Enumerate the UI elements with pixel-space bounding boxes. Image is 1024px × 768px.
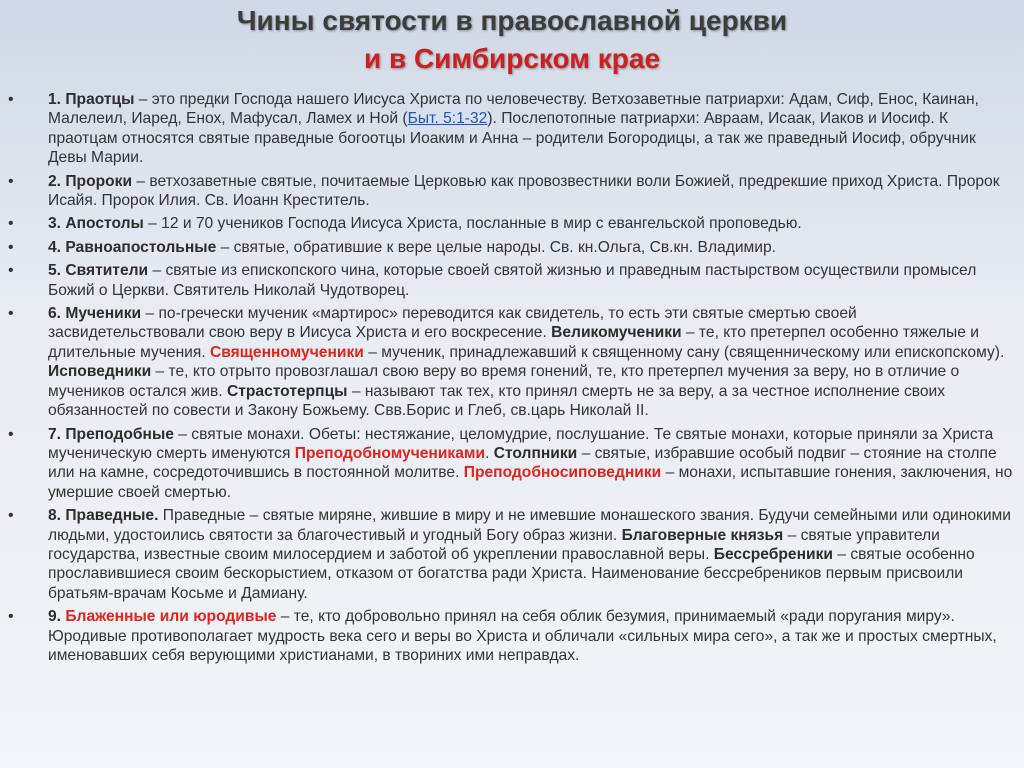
item-text: . xyxy=(485,444,494,462)
term-bessrebreniki: Бессребреники xyxy=(713,545,833,563)
list-item-mucheniki xyxy=(8,304,1014,420)
term-prepodobnye: 7. Преподобные xyxy=(48,425,174,443)
list-item-apostoly xyxy=(8,214,1014,233)
item-text: – те, кто добровольно принял на себя облик безумия, принимаемый «ради поругания миру». Юродивые противополагает мудрость века сего и веры во Христа и обличали «сильных мира сего», а так же и простых смертных, именовавших себя верующими христианами, в твориних ими неправдах. xyxy=(48,608,997,664)
item-text: – те, кто отрыто провозглашал свою веру во время гонений, те, кто претерпел мучения за веру, но в отличие о мучеников остался жив. xyxy=(48,363,960,400)
item-text: – святые из епископского чина, которые своей святой жизнью и праведным пастырством осуществили промысел Божий о Церкви. Святитель Николай Чудотворец. xyxy=(48,262,977,299)
list-item-blazhennye xyxy=(8,607,1014,665)
item-text: – монахи, испытавшие гонения, заключения, но умершие своей смертью. xyxy=(48,464,1013,501)
term-prepodobnoispovedniki: Преподобносиповедники xyxy=(463,464,662,482)
term-praottsy: 1. Праотцы xyxy=(48,91,135,108)
item-text: – это предки Господа нашего Иисуса Христа по человечеству. Ветхозаветные патриархи: Адам, Сиф, Енос, Каинан, Малелеил, Иаред, Енох, Мафусал, Ламех и Ной ( xyxy=(48,91,979,128)
item-text: – ветхозаветные святые, почитаемые Церковью как провозвестники воли Божией, предрекшие приход Христа. Пророк Исайя. Пророк Илия. Св. Иоанн Креститель. xyxy=(48,172,1000,210)
title-line-2: и в Симбирском крае xyxy=(363,43,661,74)
term-blagovernye-knyazya: Благоверные князья xyxy=(621,526,784,544)
term-strastoterptsy: Страстотерпцы xyxy=(226,382,348,400)
bullet-list xyxy=(8,90,1014,669)
title-line-1: Чины святости в православной церкви xyxy=(236,5,788,36)
item-text: Праведные – святые миряне, жившие в миру и не имевшие монашеского звания. Будучи семейными или одинокими людьми, удостоились святости за благочестивый и угодный Богу образ жизни. xyxy=(48,507,1011,544)
term-pravednye: 8. Праведные. xyxy=(48,507,159,525)
item-text: – те, кто претерпел особенно тяжелые и длительные мучения. xyxy=(48,324,979,361)
term-number-9: 9. xyxy=(48,608,66,626)
term-ravnoapostolnye: 4. Равноапостольные xyxy=(48,238,217,256)
term-velikomucheniki: Великомученики xyxy=(551,324,682,342)
list-item-svyatiteli xyxy=(8,261,1014,300)
item-text: – называют так тех, кто принял смерть не за веру, а за честное исполнение своих обязанностей по совести и Закону Божьему. Свв.Борис и Глеб, св.царь Николай II. xyxy=(48,382,946,420)
term-mucheniki: 6. Мученики xyxy=(48,305,142,323)
term-svyatiteli: 5. Святители xyxy=(48,262,149,280)
term-prepodobnomucheniki: Преподобномучениками xyxy=(294,444,486,462)
slide-title xyxy=(0,2,1024,78)
list-item-praottsy xyxy=(8,90,1014,168)
list-item-pravednye xyxy=(8,506,1014,603)
item-text: – святые, обратившие к вере целые народы. Св. кн.Ольга, Св.кн. Владимир. xyxy=(216,238,776,256)
list-item-prepodobnye xyxy=(8,425,1014,503)
term-stolpniki: Столпники xyxy=(493,444,578,462)
term-svyashchennomucheniki: Священномученики xyxy=(210,343,364,361)
term-ispovedniki: Исповедники xyxy=(48,363,152,381)
item-text: – святые монахи. Обеты: нестяжание, целомудрие, послушание. Те святые монахи, которые приняли за Христа мученическую смерть именуются xyxy=(48,425,994,462)
scripture-link[interactable]: Быт. 5:1-32 xyxy=(407,110,488,128)
term-apostoly: 3. Апостолы xyxy=(48,215,144,233)
item-text: – по-гречески мученик «мартирос» переводится как свидетель, то есть эти святые смертью своей засвидетельствовали свою веру в Иисуса Христа и его воскресение. xyxy=(48,305,857,342)
term-blazhennye: Блаженные или юродивые xyxy=(65,608,277,626)
item-text: – 12 и 70 учеников Господа Иисуса Христа, посланные в мир с евангельской проповедью. xyxy=(143,215,802,233)
list-item-proroki xyxy=(8,172,1014,211)
item-text: ). Послепотопные патриархи: Авраам, Исаак, Иаков и Иосиф. К праотцам относятся святые праведные богоотцы Иоаким и Анна – родители Богородицы, а так же праведный Иосиф, обручник Девы Марии. xyxy=(48,110,976,167)
item-text: – мученик, принадлежавший к священному сану (священническому или епископскому). xyxy=(363,343,1005,361)
term-proroki: 2. Пророки xyxy=(48,172,133,190)
list-item-ravnoapostolnye xyxy=(8,238,1014,257)
item-text: – святые особенно прославившиеся своим бескорыстием, отказом от богатства ради Христа. Наименование бессребреников первым присвоили братьям-врачам Косьме и Дамиану. xyxy=(48,545,975,602)
item-text: – святые управители государства, известные своим милосердием и заботой об укреплении православной веры. xyxy=(48,526,940,563)
item-text: – святые, избравшие особый подвиг – стояние на столпе или на камне, сосредоточившись в постоянной молитве. xyxy=(48,444,997,482)
